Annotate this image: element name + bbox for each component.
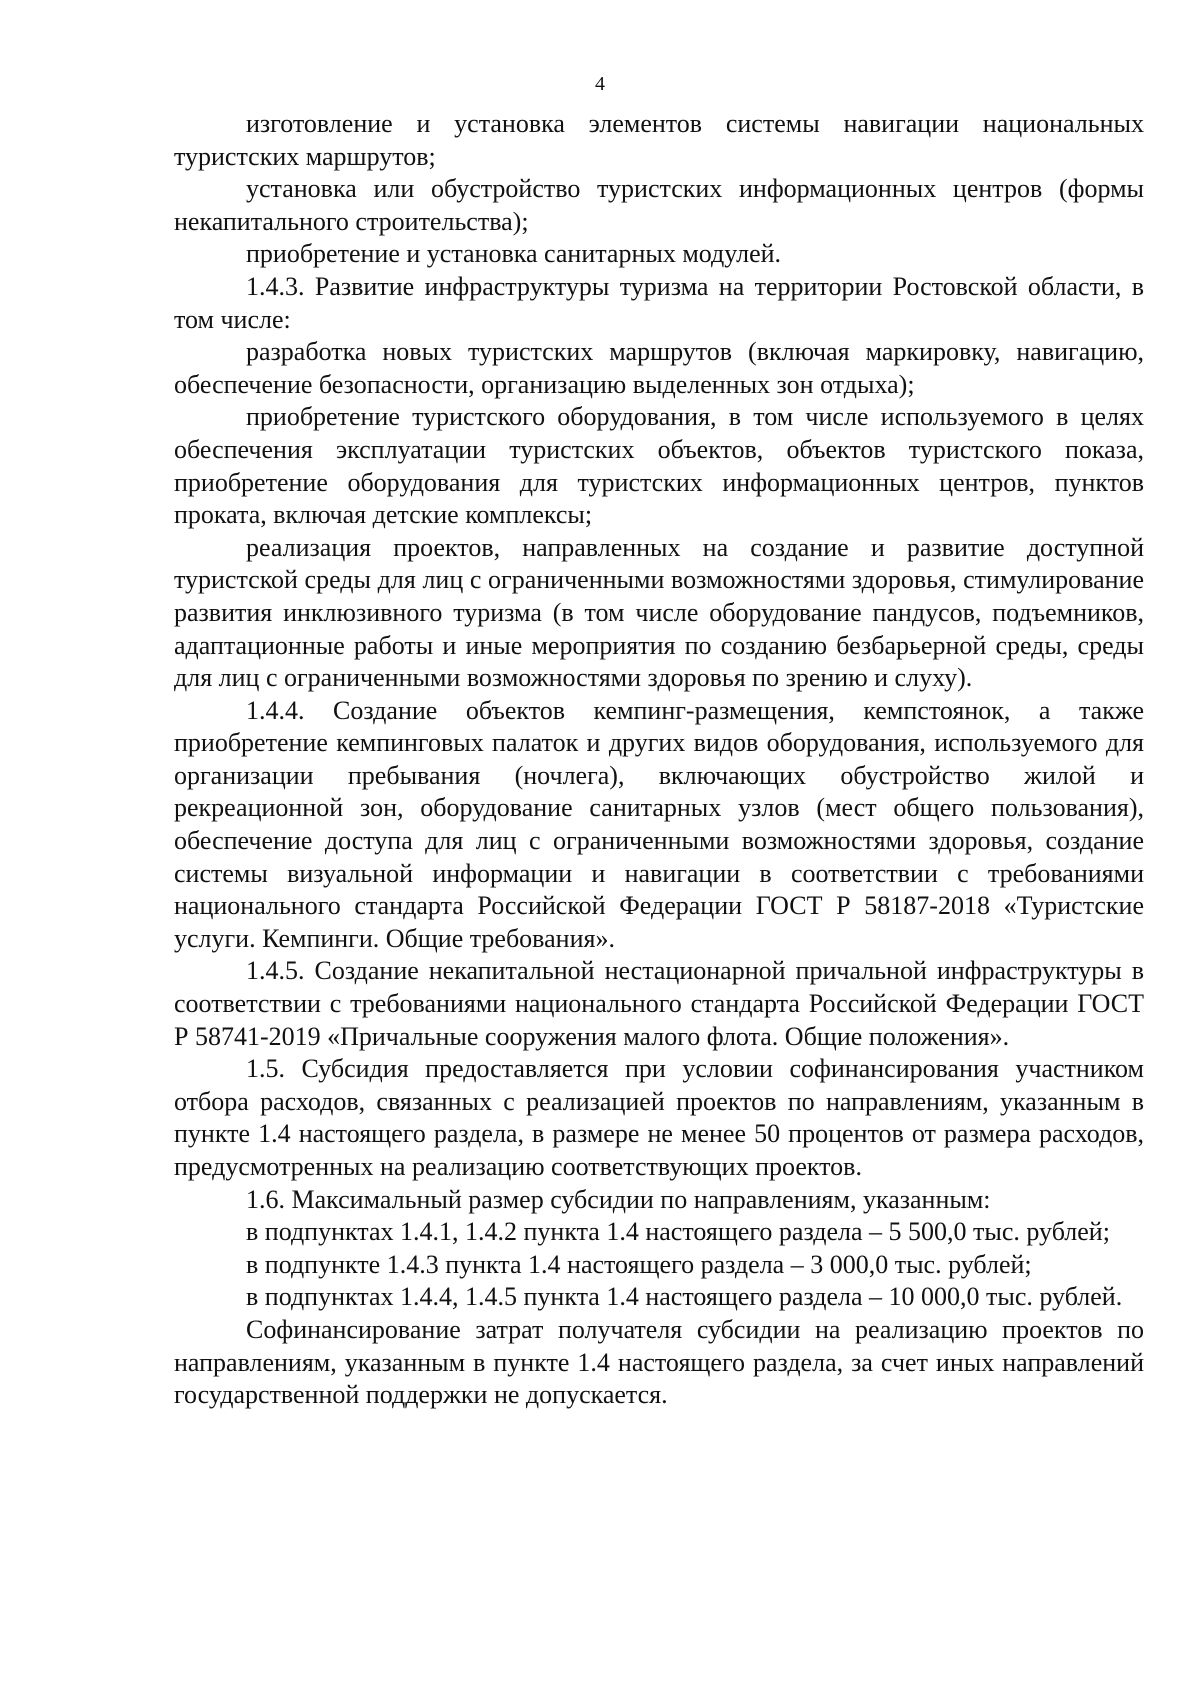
paragraph: разработка новых туристских маршрутов (включая маркировку, навигацию, обеспечение безопасности, организацию выделенных зон отдыха); bbox=[174, 337, 1144, 399]
paragraph: 1.6. Максимальный размер субсидии по направлениям, указанным: bbox=[246, 1184, 991, 1214]
paragraph: изготовление и установка элементов системы навигации национальных туристских маршрутов; bbox=[174, 109, 1144, 171]
paragraph: 1.5. Субсидия предоставляется при условии софинансирования участником отбора расходов, связанных с реализацией проектов по направлениям, указанным в пункте 1.4 настоящего раздела, в размере не менее 50 процентов от размера расходов, предусмотренных на реализацию соответствующих проектов. bbox=[174, 1054, 1144, 1181]
paragraph: 1.4.3. Развитие инфраструктуры туризма на территории Ростовской области, в том числе: bbox=[174, 271, 1144, 334]
paragraph: приобретение и установка санитарных модулей. bbox=[246, 239, 782, 269]
paragraph: 1.4.5. Создание некапитальной нестационарной причальной инфраструктуры в соответствии с требованиями национального стандарта Российской Федерации ГОСТ Р 58741-2019 «Причальные сооружения малого флота. Общие положения». bbox=[174, 956, 1144, 1051]
paragraph: в подпункте 1.4.3 пункта 1.4 настоящего раздела – 3 000,0 тыс. рублей; bbox=[246, 1249, 1032, 1279]
paragraph: реализация проектов, направленных на создание и развитие доступной туристской среды для лиц с ограниченными возможностями здоровья, стимулирование развития инклюзивного туризма (в том числе оборудование пандусов, подъемников, адаптационные работы и иные мероприятия по созданию безбарьерной среды, среды для лиц с ограниченными возможностями здоровья по зрению и слуху). bbox=[174, 532, 1144, 693]
paragraph: в подпунктах 1.4.4, 1.4.5 пункта 1.4 настоящего раздела – 10 000,0 тыс. рублей. bbox=[246, 1282, 1123, 1312]
page-number: 4 bbox=[595, 73, 605, 95]
paragraph: установка или обустройство туристских информационных центров (формы некапитального строительства); bbox=[174, 174, 1144, 236]
paragraph: приобретение туристского оборудования, в том числе используемого в целях обеспечения эксплуатации туристских объектов, объектов туристского показа, приобретение оборудования для туристских информационных центров, пунктов проката, включая детские комплексы; bbox=[174, 402, 1144, 530]
paragraph: 1.4.4. Создание объектов кемпинг-размещения, кемпстоянок, а также приобретение кемпинговых палаток и других видов оборудования, используемого для организации пребывания (ночлега), включающих обустройство жилой и рекреационной зон, оборудование санитарных узлов (мест общего пользования), обеспечение доступа для лиц с ограниченными возможностями здоровья, создание системы визуальной информации и навигации в соответствии с требованиями национального стандарта Российской Федерации ГОСТ Р 58187-2018 «Туристские услуги. Кемпинги. Общие требования». bbox=[174, 695, 1144, 953]
paragraph: Софинансирование затрат получателя субсидии на реализацию проектов по направлениям, указанным в пункте 1.4 настоящего раздела, за счет иных направлений государственной поддержки не допускается. bbox=[174, 1314, 1144, 1410]
paragraph: в подпунктах 1.4.1, 1.4.2 пункта 1.4 настоящего раздела – 5 500,0 тыс. рублей; bbox=[246, 1217, 1110, 1247]
document-body bbox=[174, 108, 1144, 1412]
